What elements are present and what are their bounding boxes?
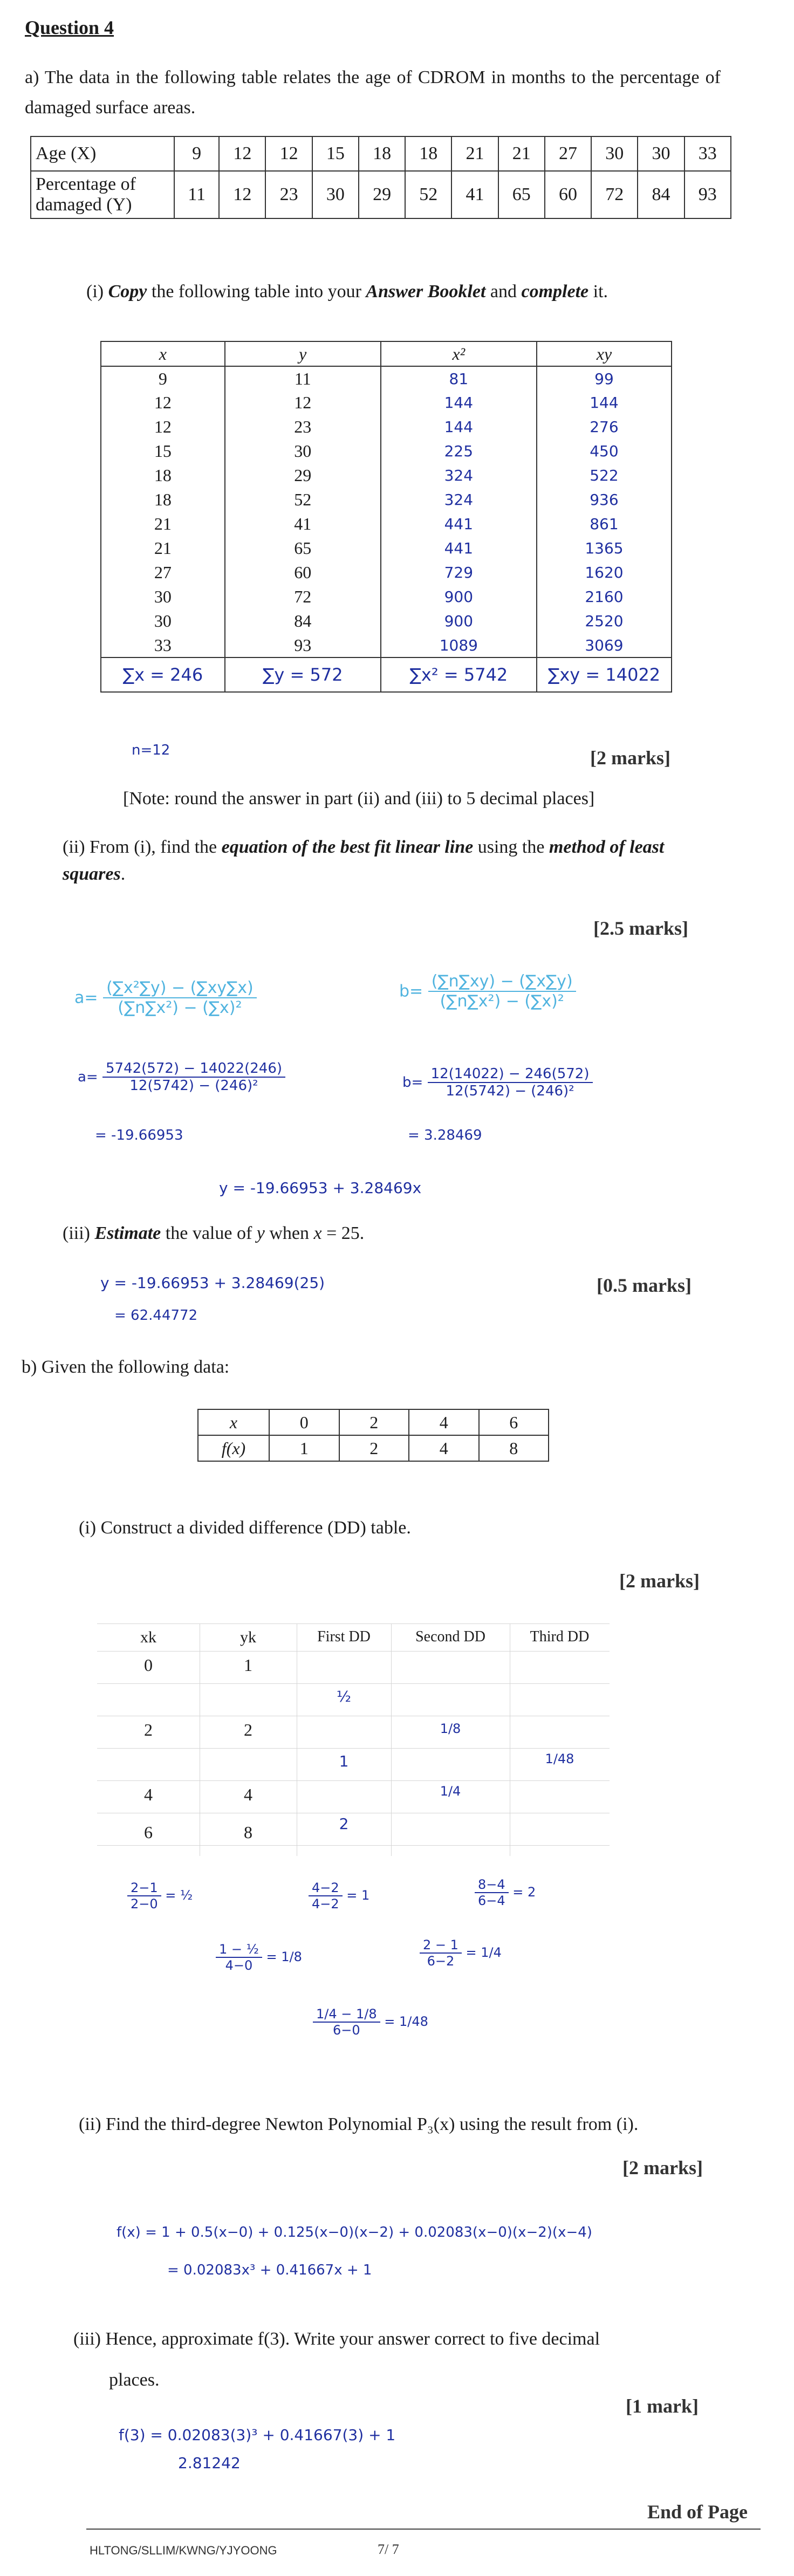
answer-cell-x: 18 [101, 463, 225, 488]
question-a-ii [63, 834, 710, 888]
sum-xy: ∑xy = 14022 [537, 657, 672, 692]
answer-table-row [101, 415, 672, 439]
fx-f-cell: 8 [479, 1435, 549, 1461]
x-cell: 9 [174, 136, 219, 171]
sum-x2: ∑x² = 5742 [381, 657, 537, 692]
answer-cell-xy: 1620 [537, 560, 672, 585]
fx-x-cell: 2 [339, 1409, 409, 1435]
answer-cell-y: 12 [225, 390, 381, 415]
answer-table-row [101, 536, 672, 560]
answer-table-header [101, 341, 672, 366]
y-cell: 23 [265, 171, 312, 218]
answer-cell-x2: 324 [381, 488, 537, 512]
answer-cell-y: 41 [225, 512, 381, 536]
fx-f-cell: 4 [409, 1435, 479, 1461]
q-a-i-copy: Copy [108, 282, 147, 302]
fx-x-cell: 0 [269, 1409, 339, 1435]
newton-poly-2: = 0.02083x³ + 0.41667x + 1 [167, 2262, 372, 2278]
answer-cell-xy: 276 [537, 415, 672, 439]
dd-header-third: Third DD [530, 1628, 590, 1645]
x-cell: 33 [685, 136, 731, 171]
dd-work-6-frac [313, 2006, 380, 2038]
calc-b-result: = 3.28469 [408, 1127, 482, 1143]
answer-cell-x: 9 [101, 366, 225, 390]
formula-a-num: (∑x²∑y) − (∑xy∑x) [103, 978, 257, 998]
calc-b-den: 12(5742) − (246)² [446, 1083, 574, 1099]
q-a-i-suffix: it. [588, 282, 608, 302]
dd-yk: 8 [244, 1823, 252, 1842]
data-table-row-y [31, 171, 731, 218]
answer-cell-x: 33 [101, 633, 225, 657]
formula-a-label: a= [74, 988, 98, 1008]
fx-f-label: f(x) [198, 1435, 269, 1461]
calc-b-num: 12(14022) − 246(572) [428, 1066, 593, 1083]
dd-work-1-frac [127, 1880, 161, 1912]
marks-b-iii: [1 mark] [626, 2395, 699, 2417]
data-table-row-x [31, 136, 731, 171]
formula-a [74, 978, 257, 1017]
q-a-iii-x: x [313, 1223, 322, 1243]
calc-b-label: b= [402, 1074, 423, 1091]
calc-a-den: 12(5742) − (246)² [129, 1078, 258, 1094]
q-a-ii-prefix: (ii) From (i), find the [63, 837, 222, 857]
question-a-i [86, 282, 608, 302]
q-a-iii-prefix: (iii) [63, 1223, 95, 1243]
y-cell: 29 [359, 171, 405, 218]
q3-work: y = -19.66953 + 3.28469(25) [100, 1274, 325, 1292]
question-title: Question 4 [25, 17, 114, 38]
q-a-iii-mid: the value of [161, 1223, 257, 1243]
answer-cell-x2: 324 [381, 463, 537, 488]
dd-work-2 [309, 1880, 369, 1912]
answer-cell-y: 52 [225, 488, 381, 512]
answer-table-sums [101, 657, 672, 692]
answer-cell-xy: 861 [537, 512, 672, 536]
q-a-i-mid2: and [485, 282, 522, 302]
question-b-ii: (ii) Find the third-degree Newton Polynomial P₃(x) using the result from (i). [79, 2114, 639, 2134]
dd-work-5-den: 6−2 [427, 1954, 455, 1969]
fx-table [197, 1409, 549, 1462]
dd-header-yk: yk [240, 1628, 256, 1646]
fx-x-cell: 6 [479, 1409, 549, 1435]
answer-cell-x: 27 [101, 560, 225, 585]
calc-a-num: 5742(572) − 14022(246) [102, 1060, 285, 1078]
answer-cell-x2: 81 [381, 366, 537, 390]
dd-work-6-res: = 1/48 [384, 2014, 428, 2029]
dd-work-5-frac [420, 1937, 462, 1969]
marks-b-ii: [2 marks] [622, 2157, 703, 2178]
dd-work-1-num: 2−1 [127, 1880, 161, 1896]
question-a-iii [63, 1223, 364, 1244]
answer-cell-x2: 225 [381, 439, 537, 463]
dd-work-3-num: 8−4 [475, 1877, 509, 1893]
page-number: 7/ 7 [378, 2541, 399, 2557]
dd-work-4-den: 4−0 [225, 1958, 253, 1973]
dd-first: 1 [339, 1752, 349, 1770]
dd-header-second: Second DD [415, 1628, 485, 1645]
answer-cell-x: 30 [101, 609, 225, 633]
dd-yk: 2 [244, 1720, 252, 1739]
x-cell: 18 [359, 136, 405, 171]
formula-b-fraction [428, 972, 576, 1011]
part-a-intro: a) The data in the following table relates the age of CDROM in months to the percentage of damaged surface areas. [25, 67, 721, 118]
dd-work-4 [216, 1942, 302, 1973]
answer-cell-xy: 1365 [537, 536, 672, 560]
dd-header-xk: xk [140, 1628, 156, 1646]
dd-work-6 [313, 2006, 428, 2038]
answer-cell-x2: 900 [381, 609, 537, 633]
sum-y: ∑y = 572 [225, 657, 381, 692]
answer-table-row [101, 390, 672, 415]
y-cell: 60 [545, 171, 591, 218]
fx-f-cell: 2 [339, 1435, 409, 1461]
q-a-i-complete: complete [521, 282, 589, 302]
answer-cell-x2: 441 [381, 512, 537, 536]
x-cell: 12 [219, 136, 265, 171]
q-a-i-mid1: the following table into your [147, 282, 366, 302]
dd-xk: 2 [144, 1720, 153, 1739]
best-fit-equation: y = -19.66953 + 3.28469x [219, 1179, 422, 1197]
answer-cell-x: 12 [101, 415, 225, 439]
answer-cell-y: 30 [225, 439, 381, 463]
answer-table-row [101, 609, 672, 633]
x-cell: 21 [451, 136, 498, 171]
footer-rule [86, 2529, 761, 2530]
answer-table-row [101, 585, 672, 609]
question-b-iii-line1: (iii) Hence, approximate f(3). Write your answer correct to five decimal [73, 2329, 600, 2349]
marks-a-i: [2 marks] [590, 747, 670, 769]
x-cell: 21 [498, 136, 545, 171]
q-a-iii-suffix: = 25. [321, 1223, 365, 1243]
answer-cell-xy: 2160 [537, 585, 672, 609]
dd-third: 1/48 [545, 1751, 574, 1766]
dd-work-5-res: = 1/4 [466, 1945, 502, 1960]
y-cell: 93 [685, 171, 731, 218]
data-table [30, 136, 731, 219]
dd-work-5 [420, 1937, 502, 1969]
dd-work-6-num: 1/4 − 1/8 [313, 2006, 380, 2023]
x-cell: 15 [312, 136, 359, 171]
q-a-ii-mid: using the [473, 837, 549, 857]
answer-cell-x: 21 [101, 536, 225, 560]
dd-work-4-frac [216, 1942, 262, 1973]
answer-table-row [101, 366, 672, 390]
answer-cell-x2: 441 [381, 536, 537, 560]
answer-cell-x: 30 [101, 585, 225, 609]
dd-table [97, 1623, 610, 1856]
answer-cell-y: 72 [225, 585, 381, 609]
answer-table-row [101, 439, 672, 463]
answer-cell-xy: 3069 [537, 633, 672, 657]
dd-work-3-den: 6−4 [478, 1893, 505, 1908]
answer-cell-xy: 936 [537, 488, 672, 512]
answer-cell-y: 11 [225, 366, 381, 390]
answer-cell-xy: 2520 [537, 609, 672, 633]
answer-cell-xy: 144 [537, 390, 672, 415]
calc-a-label: a= [78, 1069, 98, 1085]
q-a-iii-y: y [256, 1223, 265, 1243]
answer-cell-xy: 522 [537, 463, 672, 488]
answer-cell-y: 29 [225, 463, 381, 488]
calc-b-fraction [428, 1066, 593, 1099]
dd-yk: 4 [244, 1785, 252, 1804]
calc-b [402, 1066, 593, 1099]
y-cell: 72 [591, 171, 638, 218]
dd-first: 2 [339, 1815, 349, 1833]
answer-cell-x: 15 [101, 439, 225, 463]
f3-work: f(3) = 0.02083(3)³ + 0.41667(3) + 1 [119, 2426, 396, 2444]
answer-table-row [101, 633, 672, 657]
q-a-ii-suffix: . [120, 864, 126, 884]
dd-work-2-frac [309, 1880, 343, 1912]
dd-first: ½ [336, 1688, 352, 1705]
marks-a-iii: [0.5 marks] [597, 1275, 692, 1296]
header-xy: xy [537, 341, 672, 366]
footer-authors: HLTONG/SLLIM/KWNG/YJYOONG [90, 2544, 277, 2557]
formula-a-den: (∑n∑x²) − (∑x)² [118, 998, 242, 1017]
dd-work-1-res: = ½ [165, 1888, 193, 1903]
part-b-intro: b) Given the following data: [22, 1357, 230, 1377]
f3-result: 2.81242 [178, 2454, 241, 2472]
x-cell: 18 [405, 136, 451, 171]
dd-header-first: First DD [317, 1628, 371, 1645]
calc-a-fraction [102, 1060, 285, 1094]
y-cell: 12 [219, 171, 265, 218]
fx-table-row-f [198, 1435, 549, 1461]
dd-work-2-num: 4−2 [309, 1880, 343, 1896]
answer-cell-x: 12 [101, 390, 225, 415]
dd-xk: 6 [144, 1823, 153, 1842]
y-cell: 41 [451, 171, 498, 218]
header-x: x [101, 341, 225, 366]
formula-a-fraction [103, 978, 257, 1017]
dd-work-1-den: 2−0 [131, 1896, 158, 1912]
answer-cell-y: 84 [225, 609, 381, 633]
y-cell: 30 [312, 171, 359, 218]
y-cell: 11 [174, 171, 219, 218]
answer-cell-x2: 1089 [381, 633, 537, 657]
header-x2: x² [381, 341, 537, 366]
fx-x-cell: 4 [409, 1409, 479, 1435]
x-cell: 30 [591, 136, 638, 171]
answer-cell-y: 93 [225, 633, 381, 657]
row-y-label: Percentage of damaged (Y) [31, 171, 174, 218]
calc-a-result: = -19.66953 [95, 1127, 183, 1143]
q-a-iii-bold: Estimate [94, 1223, 161, 1243]
row-x-label: Age (X) [31, 136, 174, 171]
formula-b-label: b= [399, 982, 423, 1001]
answer-cell-x2: 900 [381, 585, 537, 609]
answer-cell-y: 65 [225, 536, 381, 560]
marks-b-i: [2 marks] [619, 1570, 700, 1592]
answer-cell-xy: 99 [537, 366, 672, 390]
dd-work-3-res: = 2 [512, 1885, 536, 1900]
newton-poly-1: f(x) = 1 + 0.5(x−0) + 0.125(x−0)(x−2) + 0.02083(x−0)(x−2)(x−4) [117, 2224, 592, 2241]
answer-cell-y: 23 [225, 415, 381, 439]
y-cell: 52 [405, 171, 451, 218]
dd-work-4-num: 1 − ½ [216, 1942, 262, 1958]
header-y: y [225, 341, 381, 366]
q-a-ii-bold2: method of least squares [63, 837, 665, 884]
answer-table-row [101, 512, 672, 536]
formula-b [399, 972, 576, 1011]
dd-work-2-res: = 1 [346, 1888, 370, 1903]
dd-work-2-den: 4−2 [312, 1896, 339, 1912]
calc-a [78, 1060, 285, 1094]
q3-result: = 62.44772 [114, 1307, 198, 1324]
answer-cell-x2: 729 [381, 560, 537, 585]
marks-a-ii: [2.5 marks] [593, 917, 688, 939]
q-a-i-booklet: Answer Booklet [366, 282, 486, 302]
formula-b-num: (∑n∑xy) − (∑x∑y) [428, 972, 576, 992]
answer-cell-x: 21 [101, 512, 225, 536]
question-b-i: (i) Construct a divided difference (DD) table. [79, 1518, 411, 1538]
dd-yk: 1 [244, 1655, 252, 1675]
n-note: n=12 [132, 742, 170, 758]
formula-b-den: (∑n∑x²) − (∑x)² [440, 992, 564, 1011]
y-cell: 65 [498, 171, 545, 218]
q-a-iii-mid2: when [264, 1223, 314, 1243]
answer-table-row [101, 463, 672, 488]
q-a-i-prefix: (i) [86, 282, 108, 302]
x-cell: 30 [638, 136, 684, 171]
answer-cell-xy: 450 [537, 439, 672, 463]
q-a-ii-bold1: equation of the best fit linear line [221, 837, 474, 857]
answer-cell-y: 60 [225, 560, 381, 585]
sum-x: ∑x = 246 [101, 657, 225, 692]
x-cell: 12 [265, 136, 312, 171]
question-b-iii-line2: places. [109, 2370, 160, 2390]
dd-second: 1/4 [440, 1784, 461, 1799]
dd-second: 1/8 [440, 1721, 461, 1736]
end-of-page: End of Page [647, 2501, 748, 2523]
fx-x-label: x [198, 1409, 269, 1435]
dd-work-5-num: 2 − 1 [420, 1937, 462, 1954]
dd-xk: 4 [144, 1785, 153, 1804]
answer-cell-x2: 144 [381, 390, 537, 415]
y-cell: 84 [638, 171, 684, 218]
dd-work-1 [127, 1880, 193, 1912]
answer-cell-x2: 144 [381, 415, 537, 439]
dd-work-4-res: = 1/8 [266, 1949, 302, 1964]
dd-xk: 0 [144, 1655, 153, 1675]
dd-work-3-frac [475, 1877, 509, 1908]
fx-table-row-x [198, 1409, 549, 1435]
dd-work-3 [475, 1877, 536, 1908]
rounding-note: [Note: round the answer in part (ii) and (iii) to 5 decimal places] [123, 789, 595, 809]
answer-table-row [101, 488, 672, 512]
answer-table-body [101, 366, 672, 657]
answer-cell-x: 18 [101, 488, 225, 512]
x-cell: 27 [545, 136, 591, 171]
dd-work-6-den: 6−0 [332, 2023, 360, 2038]
fx-f-cell: 1 [269, 1435, 339, 1461]
answer-table-row [101, 560, 672, 585]
answer-table [100, 341, 672, 693]
